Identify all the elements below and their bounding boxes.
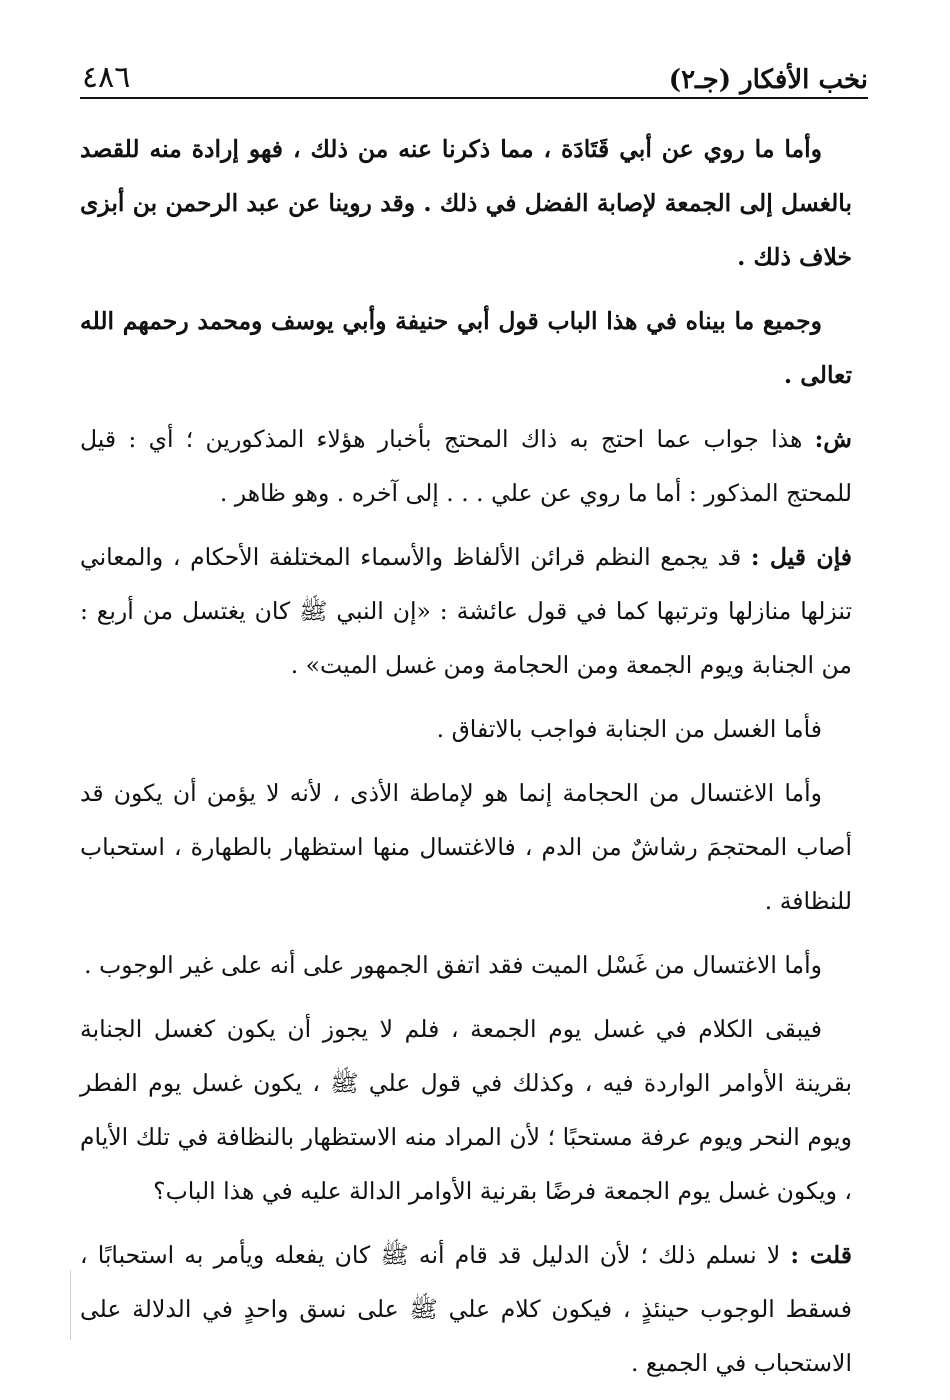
running-title: نخب الأفكار (جـ٢) bbox=[668, 65, 868, 95]
paragraph-9-text: لا نسلم ذلك ؛ لأن الدليل قد قام أنه ﷺ كان يفعله ويأمر به استحبابًا ، فسقط الوجوب حينئذٍ ، فيكون كلام علي ﷺ على نسق واحدٍ في الدلالة على الاستحباب في الجميع . bbox=[80, 1241, 852, 1377]
paragraph-4 bbox=[80, 530, 852, 692]
paragraph-4-lead: فإن قيل : bbox=[750, 543, 852, 571]
paragraph-1-text: وأما ما روي عن أبي قَتَادَة ، مما ذكرنا عنه من ذلك ، فهو إرادة منه للقصد بالغسل إلى الجمعة لإصابة الفضل في ذلك . وقد روينا عن عبد الرحمن بن أبزى خلاف ذلك . bbox=[80, 135, 852, 271]
paragraph-9 bbox=[80, 1228, 852, 1390]
paragraph-6 bbox=[80, 766, 852, 928]
paragraph-2-text: وجميع ما بيناه في هذا الباب قول أبي حنيفة وأبي يوسف ومحمد رحمهم الله تعالى . bbox=[80, 307, 852, 389]
paragraph-3 bbox=[80, 412, 852, 520]
paragraph-7-text: وأما الاغتسال من غَسْل الميت فقد اتفق الجمهور على أنه على غير الوجوب . bbox=[84, 951, 822, 979]
paragraph-6-text: وأما الاغتسال من الحجامة إنما هو لإماطة الأذى ، لأنه لا يؤمن أن يكون قد أصاب المحتجمَ رشاشٌ من الدم ، فالاغتسال منها استظهار بالطهارة ، استحباب للنظافة . bbox=[80, 779, 852, 915]
paragraph-5 bbox=[80, 702, 852, 756]
paragraph-5-text: فأما الغسل من الجنابة فواجب بالاتفاق . bbox=[436, 715, 822, 743]
paragraph-1 bbox=[80, 122, 852, 284]
header-rule bbox=[80, 97, 868, 99]
paragraph-2 bbox=[80, 294, 852, 402]
paragraph-3-text: هذا جواب عما احتج به ذاك المحتج بأخبار هؤلاء المذكورين ؛ أي : قيل للمحتج المذكور : أما ما روي عن علي . . . إلى آخره . وهو ظاهر . bbox=[80, 425, 852, 507]
paragraph-8-text: فيبقى الكلام في غسل يوم الجمعة ، فلم لا يجوز أن يكون كغسل الجنابة بقرينة الأوامر الواردة فيه ، وكذلك في قول علي ﷺ ، يكون غسل يوم الفطر ويوم النحر ويوم عرفة مستحبًا ؛ لأن المراد منه الاستظهار بالنظافة في تلك الأيام ، ويكون غسل يوم الجمعة فرضًا بقرنية الأوامر الدالة عليه في هذا الباب؟ bbox=[80, 1015, 852, 1205]
paragraph-3-lead: ش: bbox=[814, 425, 852, 453]
paragraph-9-lead: قلت : bbox=[790, 1241, 852, 1269]
paragraph-7 bbox=[80, 938, 852, 992]
paragraph-4-text: قد يجمع النظم قرائن الألفاظ والأسماء المختلفة الأحكام ، والمعاني تنزلها منازلها وترتبها كما في قول عائشة : «إن النبي ﷺ كان يغتسل من أربع : من الجنابة ويوم الجمعة ومن الحجامة ومن غسل الميت» . bbox=[80, 543, 852, 679]
margin-mark bbox=[70, 1270, 71, 1340]
page-header bbox=[82, 55, 868, 95]
page-number: ٤٨٦ bbox=[82, 60, 131, 95]
body-text bbox=[80, 122, 852, 1400]
paragraph-8 bbox=[80, 1002, 852, 1218]
